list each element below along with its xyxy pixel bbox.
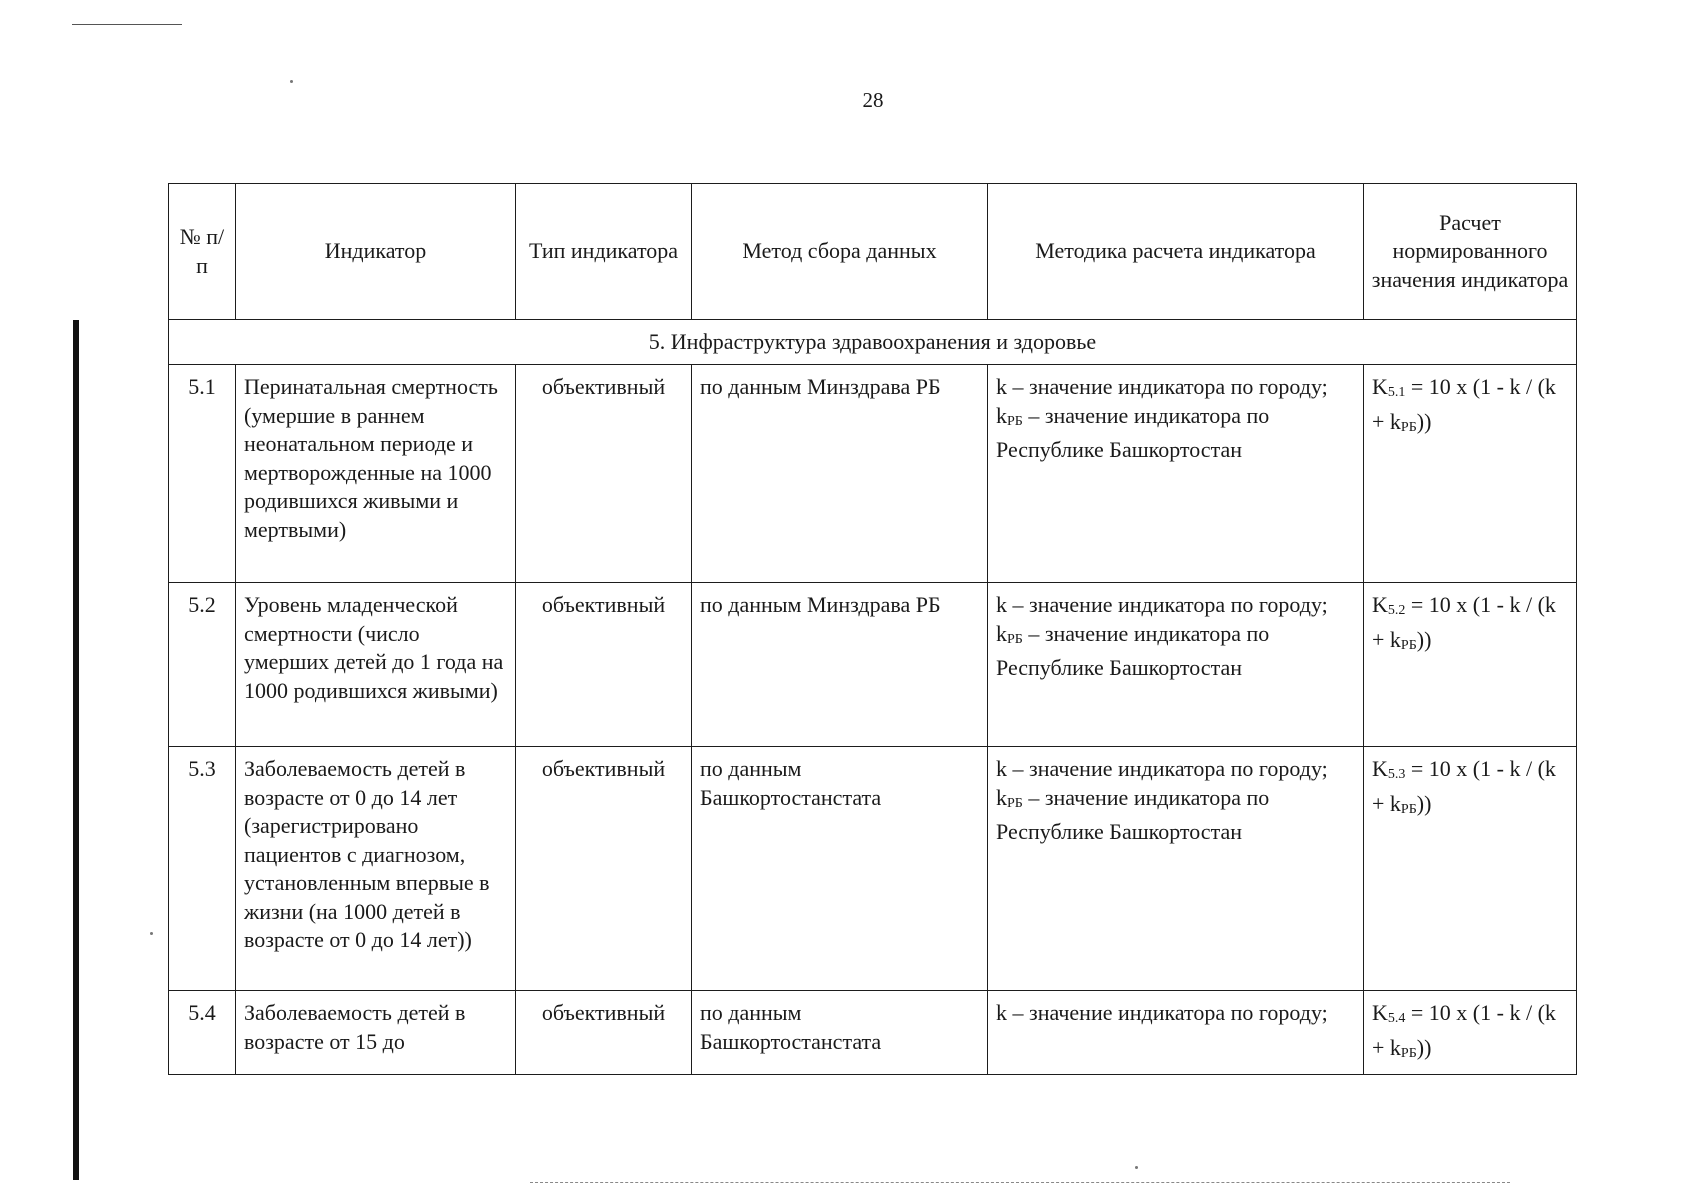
- indicator-cell: Перинатальная смертность (умершие в раннем неонатальном периоде и мертворожденные на 1000 родившихся живыми и мертвыми): [236, 365, 516, 583]
- krb-symbol: k: [996, 402, 1007, 428]
- type-cell: объективный: [516, 991, 692, 1075]
- krb-symbol: k: [996, 620, 1007, 646]
- scan-speck: [1135, 1166, 1138, 1169]
- formula-subscript: 5.2: [1387, 603, 1406, 618]
- methodology-cell: [988, 583, 1364, 747]
- row-number: 5.4: [169, 991, 236, 1075]
- krb-symbol: k: [996, 784, 1007, 810]
- table-header-row: [169, 184, 1577, 320]
- formula-close: )): [1416, 790, 1432, 816]
- methodology-cell: [988, 747, 1364, 991]
- section-row: [169, 320, 1577, 365]
- scan-bottom-rule: [530, 1182, 1510, 1183]
- formula-subscript: 5.1: [1387, 385, 1406, 400]
- table-row: [169, 747, 1577, 991]
- krb-subscript: РБ: [1007, 413, 1023, 429]
- krb-subscript: РБ: [1007, 795, 1023, 811]
- indicator-cell: Уровень младенческой смертности (число умерших детей до 1 года на 1000 родившихся живыми): [236, 583, 516, 747]
- formula-rb-subscript: РБ: [1400, 419, 1417, 435]
- krb-subscript: РБ: [1007, 631, 1023, 647]
- formula-body: = 10 x (1 - k / (k + k: [1372, 756, 1556, 816]
- formula-subscript: 5.3: [1387, 767, 1406, 782]
- scan-left-edge-bar: [73, 320, 79, 1180]
- methodology-cell: [988, 365, 1364, 583]
- table-row: [169, 583, 1577, 747]
- krb-region: по Республике Башкортостан: [996, 784, 1270, 844]
- formula-close: )): [1416, 626, 1432, 652]
- indicator-table: [168, 183, 1577, 1075]
- header-indicator: Индикатор: [236, 184, 516, 320]
- methodology-k-line: k – значение индикатора по городу;: [996, 374, 1328, 399]
- methodology-k-line: k – значение индикатора по городу;: [996, 592, 1328, 617]
- formula-subscript: 5.4: [1387, 1011, 1406, 1026]
- krb-region: по Республике Башкортостан: [996, 402, 1270, 462]
- type-cell: объективный: [516, 747, 692, 991]
- methodology-k-line: k – значение индикатора по городу;: [996, 756, 1328, 781]
- methodology-k-line: k – значение индикатора по городу;: [996, 1000, 1328, 1025]
- formula-k: K: [1372, 1000, 1388, 1025]
- header-method: Метод сбора данных: [692, 184, 988, 320]
- formula-k: K: [1372, 374, 1388, 399]
- formula-rb-subscript: РБ: [1400, 801, 1417, 817]
- type-cell: объективный: [516, 583, 692, 747]
- section-title: 5. Инфраструктура здравоохранения и здоровье: [169, 320, 1577, 365]
- table-row: [169, 365, 1577, 583]
- krb-label: – значение индикатора: [1022, 402, 1241, 428]
- formula-body: = 10 x (1 - k / (k + k: [1372, 374, 1556, 434]
- method-cell: по данным Башкортостанстата: [692, 747, 988, 991]
- page-number: 28: [862, 88, 884, 112]
- formula-k: K: [1372, 592, 1388, 617]
- krb-region: по Республике Башкортостан: [996, 620, 1270, 680]
- formula-body: = 10 x (1 - k / (k + k: [1372, 1000, 1556, 1060]
- formula-k: K: [1372, 756, 1388, 781]
- scan-top-rule: [72, 24, 182, 25]
- type-cell: объективный: [516, 365, 692, 583]
- formula-rb-subscript: РБ: [1400, 1045, 1417, 1061]
- formula-close: )): [1416, 1034, 1432, 1060]
- methodology-cell: [988, 991, 1364, 1075]
- formula-rb-subscript: РБ: [1400, 637, 1417, 653]
- indicator-cell: Заболеваемость детей в возрасте от 0 до 14 лет (зарегистрировано пациентов с диагнозом, установленным впервые в жизни (на 1000 детей в возрасте от 0 до 14 лет)): [236, 747, 516, 991]
- header-methodology: Методика расчета индикатора: [988, 184, 1364, 320]
- krb-label: – значение индикатора: [1022, 620, 1241, 646]
- row-number: 5.1: [169, 365, 236, 583]
- formula-close: )): [1416, 408, 1432, 434]
- methodology-krb-line: [996, 784, 1355, 847]
- scan-speck: [150, 932, 153, 935]
- method-cell: по данным Минздрава РБ: [692, 583, 988, 747]
- table-row: [169, 991, 1577, 1075]
- row-number: 5.3: [169, 747, 236, 991]
- krb-label: – значение индикатора: [1022, 784, 1241, 810]
- scan-speck: [290, 80, 293, 83]
- formula-cell: [1364, 991, 1577, 1075]
- methodology-krb-line: [996, 620, 1355, 683]
- formula-body: = 10 x (1 - k / (k + k: [1372, 592, 1556, 652]
- row-number: 5.2: [169, 583, 236, 747]
- indicator-cell: Заболеваемость детей в возрасте от 15 до: [236, 991, 516, 1075]
- methodology-krb-line: [996, 402, 1355, 465]
- formula-cell: [1364, 365, 1577, 583]
- formula-cell: [1364, 583, 1577, 747]
- method-cell: по данным Башкортостанстата: [692, 991, 988, 1075]
- header-num: № п/п: [169, 184, 236, 320]
- formula-cell: [1364, 747, 1577, 991]
- header-normalized: Расчет нормированного значения индикатора: [1364, 184, 1577, 320]
- header-type: Тип индикатора: [516, 184, 692, 320]
- method-cell: по данным Минздрава РБ: [692, 365, 988, 583]
